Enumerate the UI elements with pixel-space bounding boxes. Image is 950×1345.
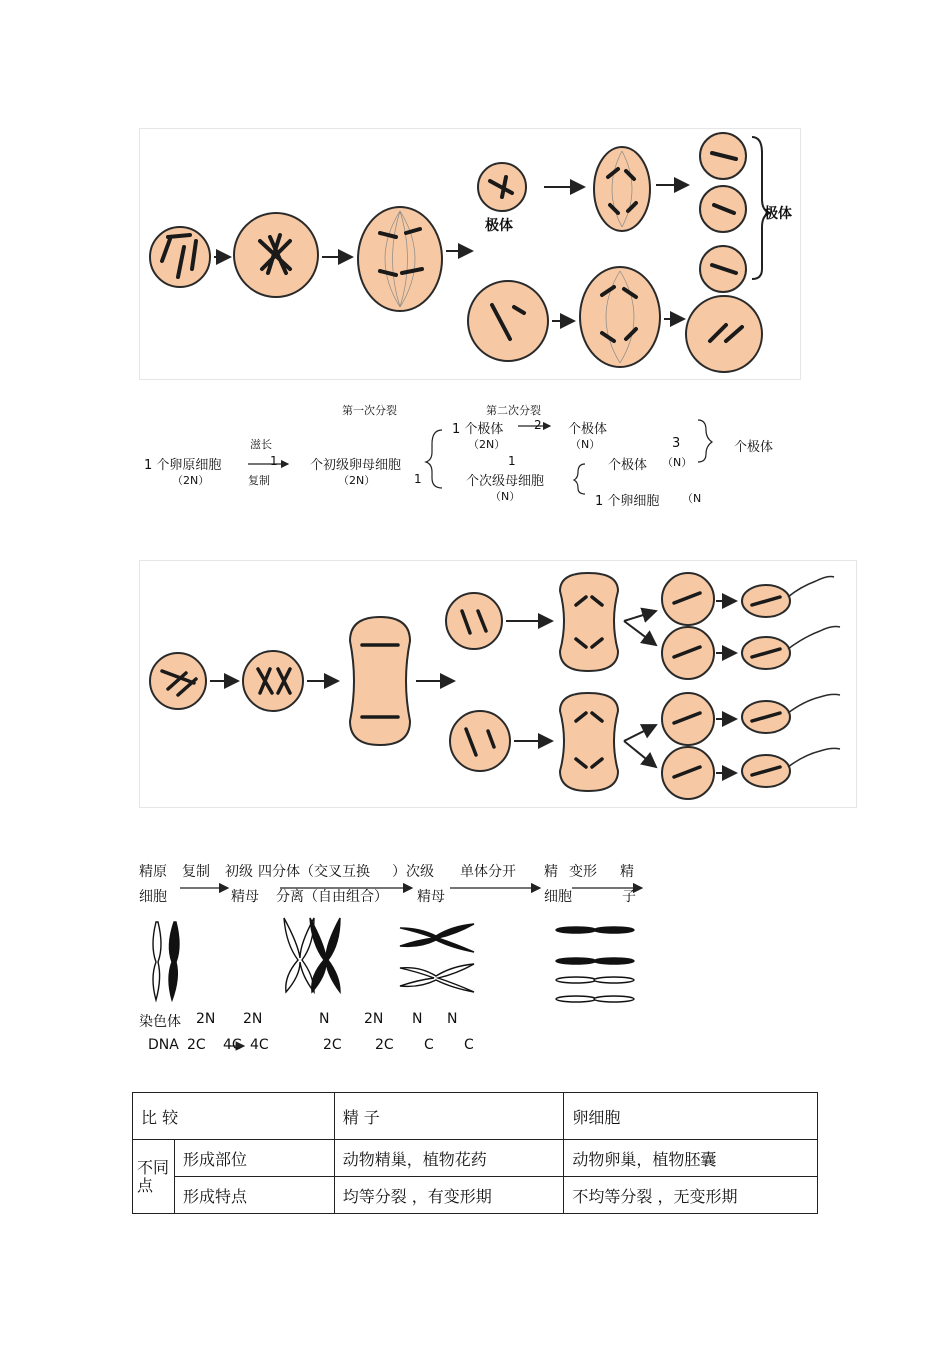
dividing-secondary-oocyte	[580, 267, 660, 367]
label-replicate: 复制	[182, 864, 210, 880]
dividing-spermatocyte	[350, 617, 410, 745]
polar-body-label-a: 个极体	[568, 422, 608, 437]
label-sperm-b: 子	[622, 889, 636, 905]
secondary-oocyte-label: 个次级母细胞	[466, 474, 545, 489]
chromosome-count: 2N	[243, 1011, 263, 1027]
dna-count: C	[464, 1037, 474, 1053]
table-row	[133, 1177, 818, 1214]
polar-body-total-label: 个极体	[734, 440, 774, 455]
growth-label: 滋长	[250, 438, 272, 451]
table-row	[133, 1140, 818, 1177]
polar-body-ploidy-n-a: （N）	[570, 438, 601, 451]
dna-count: 4C	[223, 1037, 242, 1053]
primary-spermatocyte-cell	[243, 651, 303, 711]
spermatogenesis-illustration	[140, 561, 856, 807]
label-primary-a: 初级	[225, 864, 253, 880]
header-egg: 卵细胞	[564, 1093, 818, 1140]
replicate-label: 复制	[248, 474, 270, 487]
label-tetrad: 四分体（交叉互换	[258, 864, 370, 880]
label-sperm-a: 精	[620, 864, 634, 880]
label-deform: 变形	[569, 864, 597, 880]
secondary-spermatocyte-2	[450, 711, 510, 771]
oogonium-label: 1 个卵原细胞	[144, 458, 222, 473]
label-single-separate: 单体分开	[460, 864, 516, 880]
row-sperm-value: 动物精巢，植物花药	[334, 1140, 564, 1177]
label-primary-b: 精母	[231, 889, 259, 905]
row-item: 形成部位	[174, 1140, 334, 1177]
chromosome-count: N	[412, 1011, 423, 1027]
chromosome-count: 2N	[196, 1011, 216, 1027]
row-egg-value: 动物卵巢，植物胚囊	[564, 1140, 818, 1177]
row-sperm-value: 均等分裂 ，有变形期	[334, 1177, 564, 1214]
polar-body-ploidy-2n: （2N）	[468, 438, 506, 451]
label-spermatid-b: 细胞	[544, 889, 572, 905]
egg-cell-label: 1 个卵细胞	[595, 494, 660, 509]
label-polar-bodies: 极体	[764, 206, 792, 222]
label-secondary-a: 次级	[406, 864, 434, 880]
primary-oocyte-ploidy: （2N）	[338, 474, 376, 487]
dna-count: 4C	[250, 1037, 269, 1053]
polar-body-ploidy-n-b: （N）	[662, 456, 693, 469]
dna-row-label: DNA	[148, 1037, 179, 1053]
row-egg-value: 不均等分裂 ，无变形期	[564, 1177, 818, 1214]
header-sperm: 精 子	[334, 1093, 564, 1140]
dna-count: 2C	[187, 1037, 206, 1053]
dividing-oocyte-1	[358, 207, 442, 311]
row-item: 形成特点	[174, 1177, 334, 1214]
chromosome-count: N	[447, 1011, 458, 1027]
oogenesis-figure	[139, 128, 801, 380]
secondary-spermatocyte-1	[446, 593, 502, 649]
secondary-oocyte-ploidy: （N）	[490, 490, 521, 503]
first-division-label: 第一次分裂	[342, 404, 397, 417]
chromosome-count: N	[319, 1011, 330, 1027]
table-header-row	[133, 1093, 818, 1140]
label-spermatid-a: 精	[544, 864, 558, 880]
polar-body-label-b: 个极体	[608, 458, 648, 473]
count-1a: 1	[270, 454, 278, 468]
spermatogenesis-figure	[139, 560, 857, 808]
group-label-differences: 不同点	[133, 1140, 175, 1214]
secondary-oocyte	[468, 281, 548, 361]
dividing-secondary-2	[560, 693, 618, 791]
header-compare: 比 较	[133, 1093, 335, 1140]
comparison-table	[132, 1092, 818, 1214]
primary-oocyte-label: 个初级卵母细胞	[310, 458, 402, 473]
dna-count: C	[424, 1037, 434, 1053]
egg-cell-ploidy: （N	[682, 492, 702, 505]
dna-count: 2C	[323, 1037, 342, 1053]
label-paren-close: ）	[392, 864, 406, 880]
oogenesis-illustration	[140, 129, 800, 379]
label-polar-body: 极体	[485, 218, 513, 234]
chromosome-count: 2N	[364, 1011, 384, 1027]
label-spermatogonium-a: 精原	[139, 864, 167, 880]
count-1c: 1	[508, 454, 516, 468]
dna-count: 2C	[375, 1037, 394, 1053]
label-spermatogonium-b: 细胞	[139, 889, 167, 905]
egg-cell	[686, 296, 762, 372]
count-3: 3	[672, 436, 681, 451]
count-2: 2	[534, 418, 542, 432]
label-secondary-b: 精母	[417, 889, 445, 905]
second-division-label: 第二次分裂	[486, 404, 541, 417]
dividing-polar-body	[594, 147, 650, 231]
label-separate: 分离（自由组合）	[276, 889, 388, 905]
chromosome-row-label: 染色体	[139, 1014, 181, 1030]
one-polar-body-label: 1 个极体	[452, 422, 504, 437]
dividing-secondary-1	[560, 573, 618, 671]
oogonium-ploidy: （2N）	[172, 474, 210, 487]
count-1b: 1	[414, 472, 422, 486]
